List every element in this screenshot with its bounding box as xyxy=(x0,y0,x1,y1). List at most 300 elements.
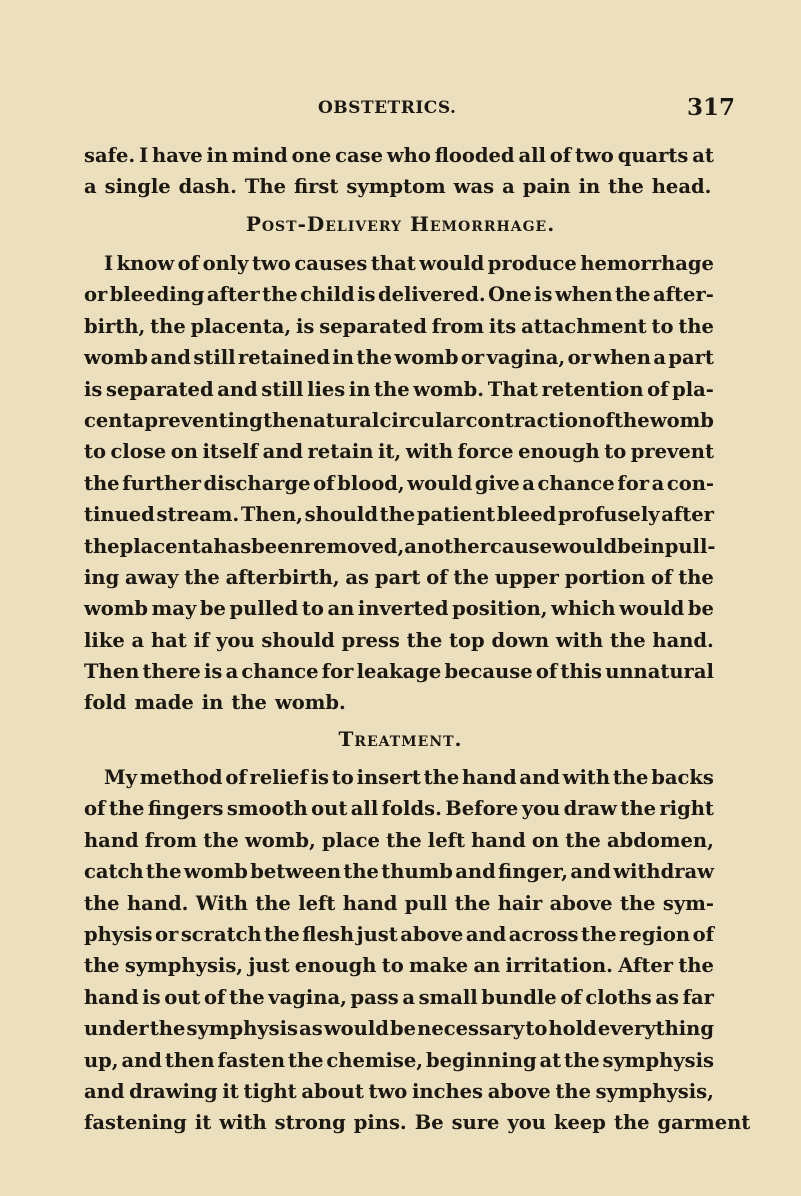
word: symphysis xyxy=(186,1017,298,1041)
text-line xyxy=(84,311,714,342)
word: separated xyxy=(319,314,427,338)
word: folds. xyxy=(381,797,442,821)
text-line xyxy=(84,140,714,171)
word: is xyxy=(534,283,553,307)
text-line xyxy=(84,888,714,919)
word: make xyxy=(409,954,469,978)
text-line xyxy=(84,342,714,373)
word: womb. xyxy=(274,691,346,715)
word: centa xyxy=(84,408,145,432)
word: as xyxy=(299,1017,323,1041)
word: irritation. xyxy=(505,954,613,978)
word: which xyxy=(551,597,616,621)
word: backs xyxy=(651,766,714,789)
word: it xyxy=(194,1111,212,1135)
text-line xyxy=(84,625,714,656)
word: pla- xyxy=(672,377,714,401)
word: the xyxy=(454,891,491,915)
word: the xyxy=(608,175,644,199)
word: mind xyxy=(231,144,288,167)
word: vagina, xyxy=(486,346,566,370)
word: scratch xyxy=(180,922,262,946)
word: womb xyxy=(84,346,149,370)
word: and xyxy=(570,860,611,884)
word: been xyxy=(251,534,304,558)
word: removed, xyxy=(303,534,405,558)
text-line xyxy=(84,405,714,436)
word: you xyxy=(216,628,255,652)
word: be xyxy=(617,534,644,558)
word: would xyxy=(419,252,485,275)
word: ing xyxy=(84,565,120,589)
word: know xyxy=(116,252,175,275)
word: to xyxy=(84,440,107,464)
word: who xyxy=(386,144,431,167)
word: about xyxy=(301,1079,364,1103)
word: the xyxy=(612,766,649,789)
word: the xyxy=(262,283,298,307)
word: of xyxy=(549,144,572,167)
word: after- xyxy=(653,283,714,307)
word: enough xyxy=(294,954,377,978)
word: to xyxy=(604,440,627,464)
word: the xyxy=(678,565,714,589)
word: the xyxy=(678,314,714,338)
word: above xyxy=(549,891,613,915)
word: the xyxy=(84,891,120,915)
word: still xyxy=(261,377,304,401)
word: method xyxy=(139,766,223,789)
word: would xyxy=(323,1017,389,1041)
word: hand xyxy=(471,828,526,852)
word: leakage xyxy=(356,660,442,684)
word: chance xyxy=(537,471,615,495)
word: position, xyxy=(452,597,548,621)
text-line xyxy=(84,279,714,310)
word: pain xyxy=(522,175,571,199)
word: as xyxy=(345,565,370,589)
word: hand. xyxy=(652,628,714,652)
word: press xyxy=(341,628,400,652)
word: My xyxy=(104,766,137,789)
word: is xyxy=(142,985,161,1009)
word: of xyxy=(204,985,226,1009)
word: placenta xyxy=(119,534,214,558)
word: With xyxy=(195,891,248,915)
text-line xyxy=(84,1045,714,1076)
word: symphysis xyxy=(602,1048,714,1072)
word: portion xyxy=(564,565,646,589)
word: hat xyxy=(150,628,187,652)
word: the xyxy=(614,283,651,307)
word: after xyxy=(661,503,714,527)
word: with xyxy=(562,766,611,789)
text-line xyxy=(84,687,714,718)
word: you xyxy=(507,1111,546,1135)
word: catch xyxy=(84,860,144,884)
word: necessary xyxy=(417,1017,525,1041)
word: between xyxy=(250,860,342,884)
word: thumb xyxy=(381,860,453,884)
word: may xyxy=(151,597,197,621)
word: a xyxy=(84,175,97,199)
word: all xyxy=(518,144,546,167)
paragraph-treatment-method xyxy=(84,762,751,1139)
text-line xyxy=(84,825,714,856)
word: symphysis, xyxy=(595,1079,714,1103)
word: its xyxy=(488,314,517,338)
word: on xyxy=(531,828,560,852)
word: after xyxy=(206,283,260,307)
word: further xyxy=(122,471,201,495)
word: part xyxy=(374,565,421,589)
word: discharge xyxy=(203,471,311,495)
word: attachment xyxy=(521,314,647,338)
word: left xyxy=(427,828,466,852)
word: inches xyxy=(412,1079,484,1103)
word: One xyxy=(488,283,532,307)
word: the xyxy=(150,314,186,338)
word: only xyxy=(202,252,249,275)
word: Then, xyxy=(240,503,303,527)
word: the xyxy=(231,691,267,715)
word: the xyxy=(678,954,714,978)
word: hand xyxy=(84,828,139,852)
word: two xyxy=(252,252,291,275)
word: should xyxy=(304,503,378,527)
word: That xyxy=(487,377,539,401)
word: of xyxy=(647,377,669,401)
word: pull xyxy=(404,891,448,915)
word: hand xyxy=(462,766,517,789)
word: single xyxy=(104,175,171,199)
word: withdraw xyxy=(613,860,714,884)
word: in xyxy=(643,534,665,558)
text-line xyxy=(84,950,714,981)
word: it xyxy=(222,1079,239,1103)
word: a xyxy=(502,175,515,199)
word: birth, xyxy=(84,314,146,338)
word: all xyxy=(350,797,379,821)
text-line xyxy=(84,562,714,593)
word: the xyxy=(203,828,239,852)
word: of xyxy=(535,660,558,684)
word: of xyxy=(225,766,247,789)
word: of xyxy=(313,471,335,495)
word: sym- xyxy=(662,891,714,915)
word: The xyxy=(244,175,286,199)
word: is xyxy=(310,766,330,789)
word: hand xyxy=(342,891,398,915)
word: be xyxy=(199,597,226,621)
running-head: OBSTETRICS. xyxy=(318,98,457,118)
word: flesh xyxy=(302,922,355,946)
word: cause xyxy=(489,534,553,558)
word: a xyxy=(225,660,239,684)
word: the xyxy=(84,534,120,558)
word: enough xyxy=(518,440,600,464)
word: an xyxy=(327,597,355,621)
word: when xyxy=(554,283,613,307)
word: to xyxy=(331,766,354,789)
word: was xyxy=(453,175,495,199)
text-line xyxy=(84,1107,751,1138)
word: drawing xyxy=(129,1079,218,1103)
word: pull- xyxy=(664,534,716,558)
word: Be xyxy=(414,1111,444,1135)
word: the xyxy=(149,1017,186,1041)
word: force xyxy=(457,440,514,464)
word: as xyxy=(655,985,680,1009)
word: Then xyxy=(84,660,140,684)
word: far xyxy=(682,985,714,1009)
word: flooded xyxy=(434,144,515,167)
word: draw xyxy=(563,797,617,821)
word: another xyxy=(404,534,490,558)
word: blood, xyxy=(337,471,405,495)
word: if xyxy=(193,628,210,652)
word: womb xyxy=(649,408,714,432)
word: part xyxy=(668,346,714,370)
text-line xyxy=(84,171,714,202)
word: out xyxy=(311,797,348,821)
word: top xyxy=(449,628,485,652)
word: is xyxy=(357,283,376,307)
word: delivered. xyxy=(377,283,486,307)
word: have xyxy=(152,144,203,167)
word: for xyxy=(321,660,354,684)
word: close xyxy=(110,440,167,464)
text-line xyxy=(84,1013,714,1044)
word: retain xyxy=(307,440,374,464)
word: and xyxy=(455,860,496,884)
word: in xyxy=(206,144,229,167)
word: the xyxy=(406,628,443,652)
word: small xyxy=(418,985,478,1009)
word: upper xyxy=(494,565,559,589)
word: safe. xyxy=(84,144,136,167)
word: relief xyxy=(249,766,308,789)
text-line xyxy=(84,982,714,1013)
word: fold xyxy=(84,691,127,715)
word: just xyxy=(248,954,290,978)
word: dash. xyxy=(178,175,237,199)
word: place xyxy=(321,828,380,852)
word: I xyxy=(104,252,114,275)
word: region xyxy=(619,922,691,946)
word: the xyxy=(581,922,617,946)
word: the xyxy=(84,471,120,495)
word: in xyxy=(348,377,371,401)
word: would xyxy=(407,471,473,495)
word: produce xyxy=(487,252,577,275)
word: patient xyxy=(416,503,496,527)
word: afterbirth, xyxy=(225,565,340,589)
word: keep xyxy=(553,1111,606,1135)
word: of xyxy=(560,985,582,1009)
word: and xyxy=(150,346,191,370)
word: hemorrhage xyxy=(580,252,714,275)
word: chemise, xyxy=(326,1048,424,1072)
word: pulled xyxy=(229,597,299,621)
word: the xyxy=(610,628,646,652)
word: or xyxy=(84,283,108,307)
word: quarts xyxy=(617,144,689,167)
word: is xyxy=(203,660,223,684)
word: contraction xyxy=(465,408,593,432)
word: prevent xyxy=(630,440,714,464)
word: or xyxy=(460,346,485,370)
word: hand. xyxy=(126,891,189,915)
word: be xyxy=(389,1017,417,1041)
word: smooth xyxy=(226,797,308,821)
word: down xyxy=(491,628,550,652)
word: the xyxy=(108,797,145,821)
word: or xyxy=(567,346,591,370)
word: fastening xyxy=(84,1111,187,1135)
word: two xyxy=(368,1079,408,1103)
word: womb xyxy=(394,346,459,370)
word: stream. xyxy=(156,503,240,527)
page-number: 317 xyxy=(687,94,736,121)
text-line xyxy=(84,793,714,824)
word: vagina, xyxy=(268,985,347,1009)
word: lies xyxy=(307,377,346,401)
word: under xyxy=(84,1017,149,1041)
word: of xyxy=(84,797,106,821)
word: womb. xyxy=(413,377,485,401)
word: with xyxy=(219,1111,267,1135)
word: made xyxy=(134,691,194,715)
word: two xyxy=(575,144,614,167)
text-line xyxy=(84,856,714,887)
word: strong xyxy=(274,1111,346,1135)
word: the xyxy=(619,891,656,915)
word: the xyxy=(255,891,291,915)
word: bleed xyxy=(496,503,557,527)
word: the xyxy=(423,766,460,789)
word: cloths xyxy=(585,985,652,1009)
word: in xyxy=(332,346,354,370)
word: and xyxy=(519,766,560,789)
word: from xyxy=(144,828,198,852)
word: is xyxy=(84,377,103,401)
word: one xyxy=(291,144,332,167)
word: give xyxy=(474,471,520,495)
text-line xyxy=(84,499,714,530)
word: with xyxy=(555,628,604,652)
word: that xyxy=(370,252,416,275)
word: retention xyxy=(541,377,644,401)
word: and xyxy=(465,922,507,946)
word: the xyxy=(379,503,416,527)
word: hold xyxy=(548,1017,597,1041)
word: and xyxy=(84,1079,125,1103)
word: tinued xyxy=(84,503,155,527)
word: you xyxy=(521,797,561,821)
word: on xyxy=(170,440,198,464)
word: pass xyxy=(350,985,399,1009)
word: out xyxy=(164,985,201,1009)
word: pins. xyxy=(353,1111,407,1135)
word: would xyxy=(552,534,618,558)
word: it, xyxy=(377,440,402,464)
text-line xyxy=(84,531,714,562)
word: the xyxy=(565,828,601,852)
text-line xyxy=(84,248,714,279)
word: womb, xyxy=(244,828,316,852)
word: across xyxy=(508,922,579,946)
word: placenta, xyxy=(190,314,292,338)
word: the xyxy=(184,565,220,589)
word: away xyxy=(125,565,179,589)
text-line xyxy=(84,762,714,793)
word: at xyxy=(692,144,714,167)
word: insert xyxy=(356,766,421,789)
word: Before xyxy=(445,797,519,821)
word: from xyxy=(431,314,485,338)
word: to xyxy=(651,314,674,338)
word: physis xyxy=(84,922,153,946)
word: a xyxy=(651,471,665,495)
word: an xyxy=(473,954,501,978)
word: hand xyxy=(84,985,139,1009)
word: itself xyxy=(202,440,259,464)
word: retained xyxy=(238,346,330,370)
word: preventing xyxy=(144,408,263,432)
word: the xyxy=(613,1111,650,1135)
text-line xyxy=(84,919,714,950)
word: the xyxy=(145,860,182,884)
word: the xyxy=(343,860,379,884)
word: a xyxy=(131,628,145,652)
word: the xyxy=(614,408,650,432)
word: bundle xyxy=(481,985,557,1009)
word: there xyxy=(142,660,201,684)
word: of xyxy=(692,922,714,946)
word: abdomen, xyxy=(606,828,714,852)
word: left xyxy=(298,891,336,915)
word: tight xyxy=(243,1079,297,1103)
word: this xyxy=(560,660,602,684)
word: everything xyxy=(597,1017,714,1041)
word: hair xyxy=(497,891,543,915)
word: After xyxy=(618,954,674,978)
word: con- xyxy=(666,471,714,495)
word: I xyxy=(139,144,149,167)
word: the xyxy=(453,565,489,589)
text-line xyxy=(84,593,714,624)
word: because xyxy=(444,660,533,684)
word: fasten xyxy=(217,1048,286,1072)
word: a xyxy=(653,346,666,370)
word: profusely xyxy=(557,503,660,527)
word: and xyxy=(262,440,304,464)
word: bleeding xyxy=(109,283,205,307)
word: for xyxy=(617,471,649,495)
word: child xyxy=(300,283,355,307)
word: sure xyxy=(451,1111,500,1135)
word: to xyxy=(301,597,324,621)
word: or xyxy=(155,922,179,946)
word: of xyxy=(426,565,448,589)
paragraph-hemorrhage-causes xyxy=(84,248,714,719)
word: unnatural xyxy=(605,660,714,684)
section-heading-post-delivery-hemorrhage: Post-Delivery Hemorrhage. xyxy=(245,212,556,236)
text-line xyxy=(84,374,714,405)
word: up, xyxy=(84,1048,119,1072)
text-line xyxy=(84,468,714,499)
